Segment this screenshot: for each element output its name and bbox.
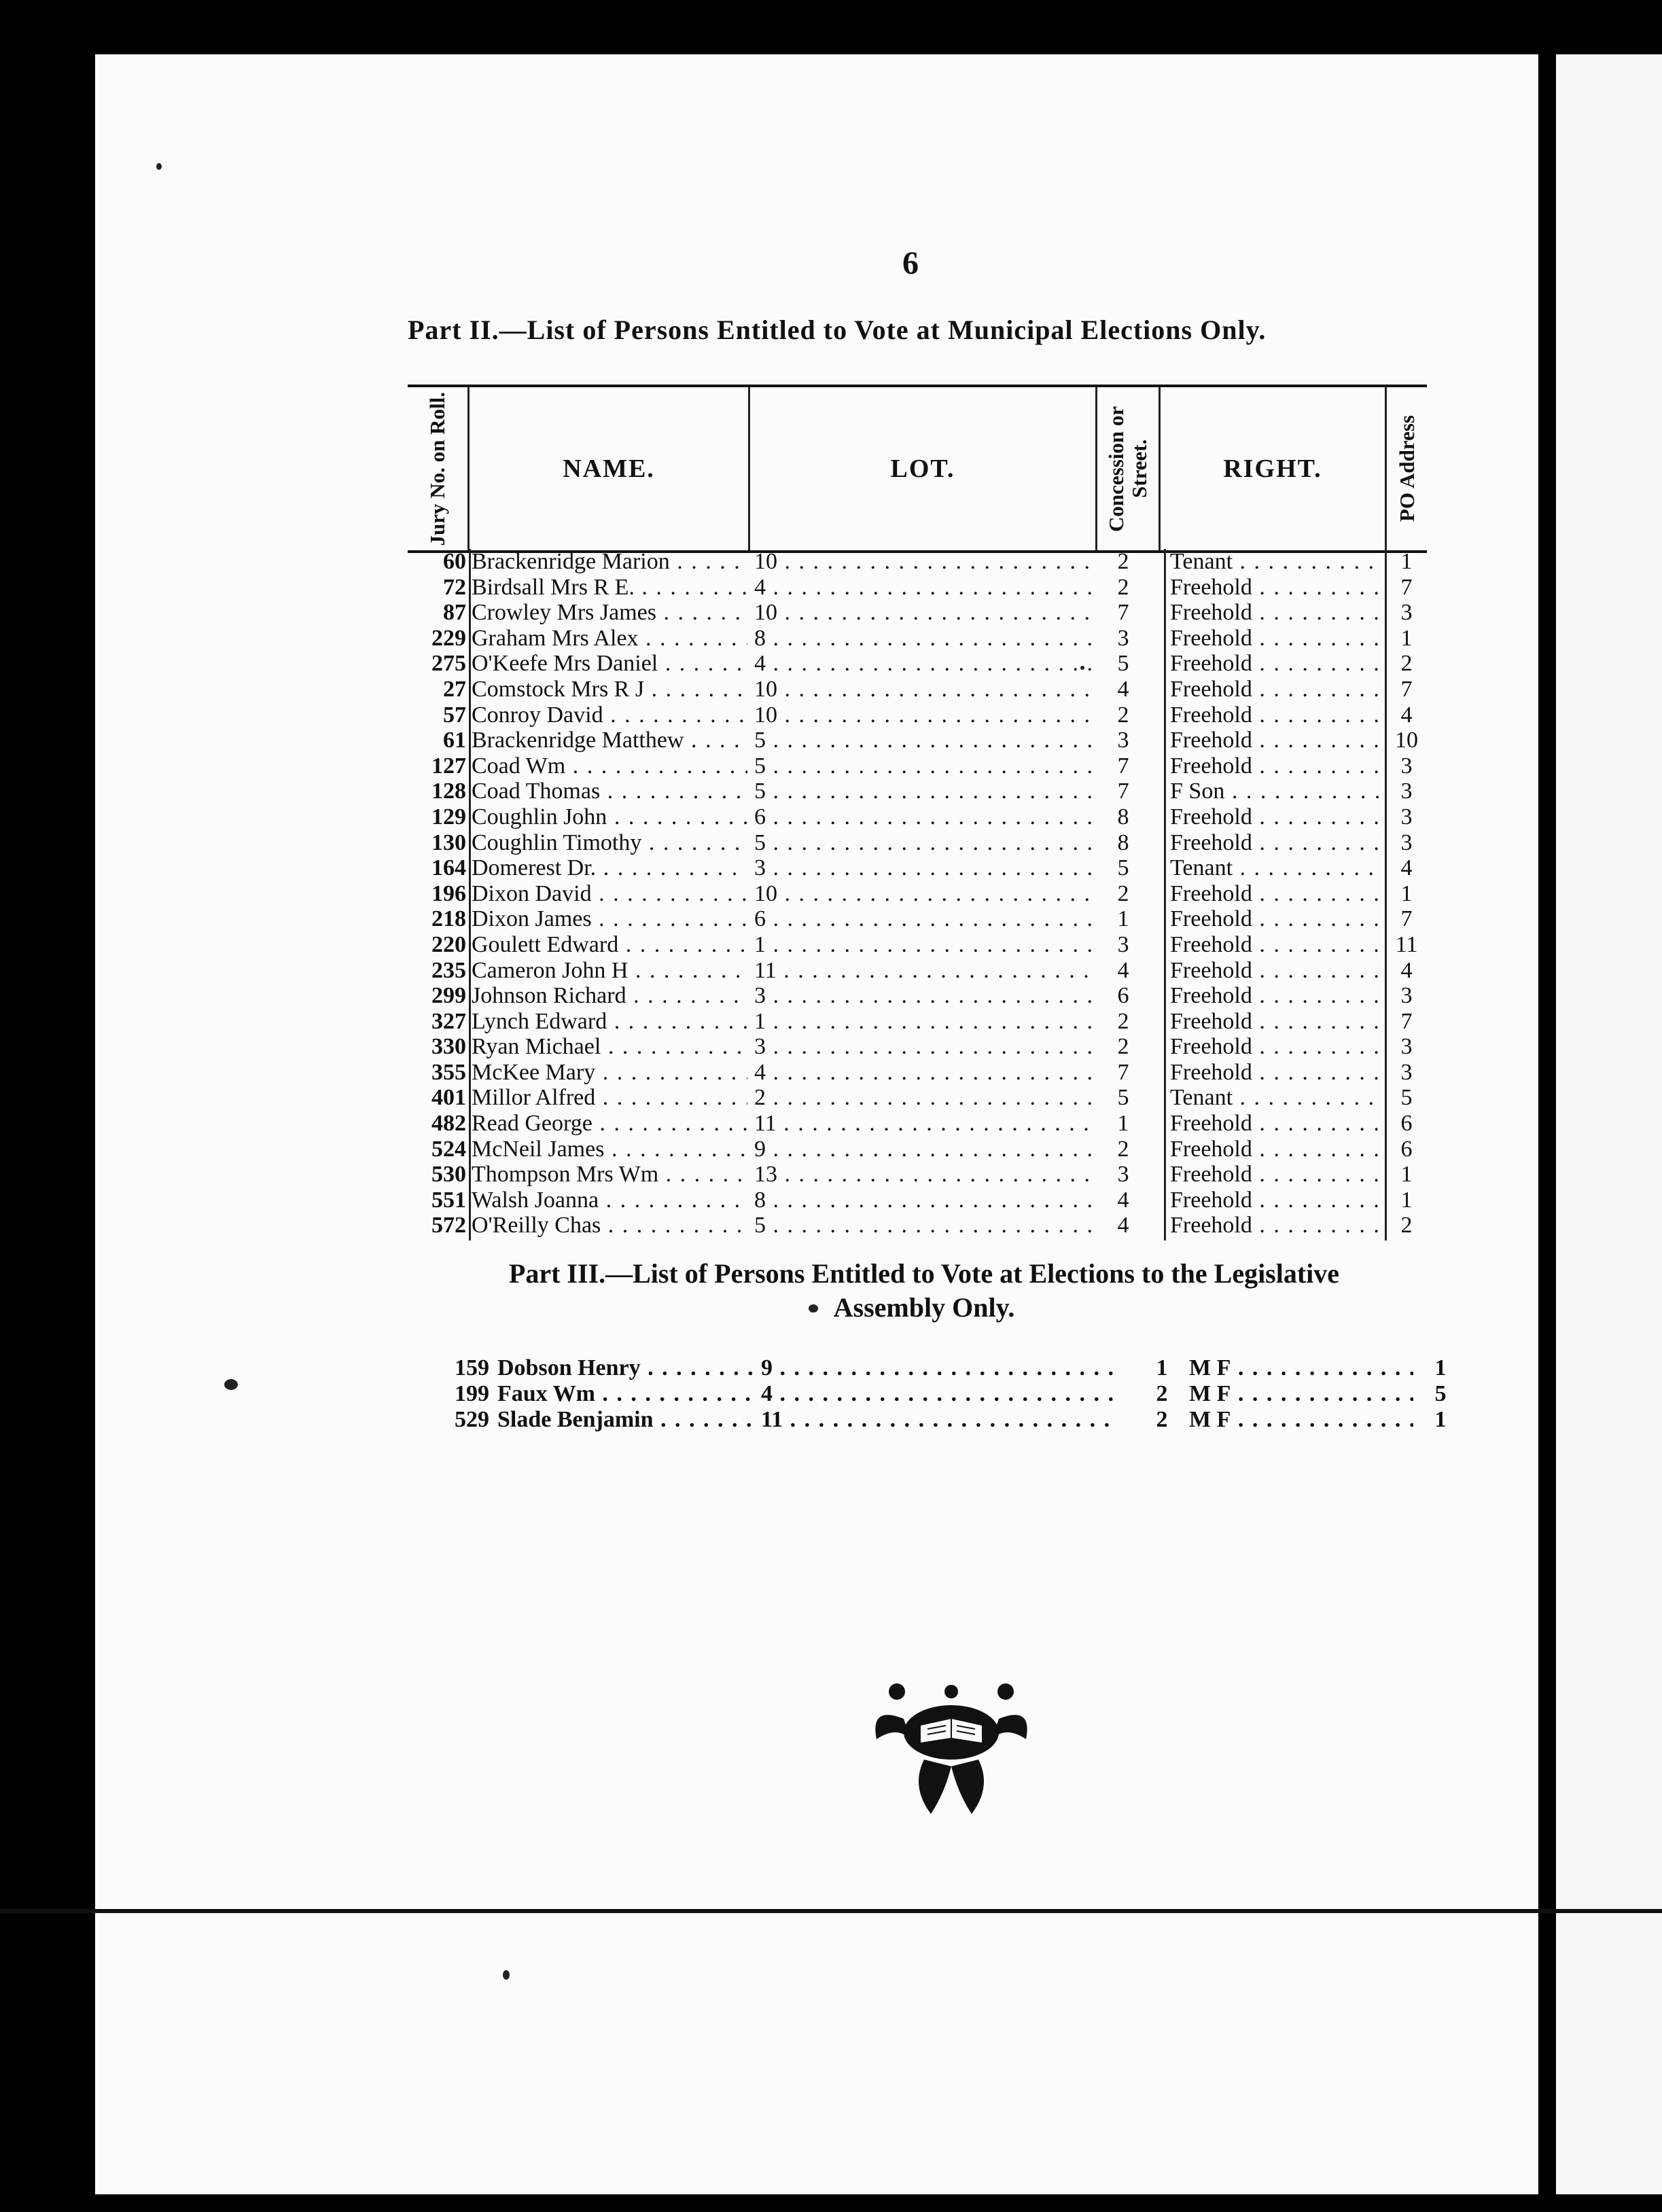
lot-cell: 2 . . .	[754, 1085, 1094, 1111]
lot-cell: 13 . . .	[754, 1162, 1094, 1188]
concession-cell: 2	[1156, 1407, 1168, 1432]
name-cell: Comstock Mrs R J . . .	[472, 677, 747, 702]
jury-number-cell: 61	[443, 728, 466, 753]
po-address-cell: 3	[1400, 830, 1413, 855]
name-cell: Dobson Henry . . .	[497, 1355, 756, 1381]
part-2-rows	[408, 549, 1427, 1238]
name-cell: Walsh Joanna . . .	[472, 1188, 747, 1213]
scanner-edge-line	[0, 1909, 1662, 1913]
part-2-title: Part II.—List of Persons Entitled to Vote at Municipal Elections Only.	[408, 315, 1267, 345]
po-address-cell: 11	[1395, 931, 1418, 957]
table-header	[408, 385, 1427, 553]
po-address-cell: 1	[1400, 1187, 1413, 1213]
document-page	[95, 54, 1542, 2194]
jury-number-cell: 196	[431, 880, 466, 906]
jury-number-cell: 129	[431, 804, 466, 830]
lot-cell: 6 . . .	[754, 804, 1094, 830]
jury-number-cell: 164	[431, 855, 466, 881]
concession-cell: 4	[1117, 957, 1129, 983]
printers-ornament-icon	[856, 1678, 1046, 1827]
table-row	[408, 983, 1427, 1009]
ink-speck	[503, 1970, 510, 1980]
table-row	[408, 906, 1427, 932]
name-cell: Birdsall Mrs R E. . . .	[472, 575, 747, 601]
concession-cell: 7	[1117, 600, 1129, 626]
right-cell: Freehold . . .	[1170, 728, 1381, 753]
ink-speck	[1080, 666, 1084, 670]
right-cell: Freehold . . .	[1170, 1060, 1381, 1086]
name-cell: Faux Wm . . .	[497, 1381, 756, 1407]
lot-cell: 9 . . .	[761, 1355, 1114, 1381]
table-row	[408, 600, 1427, 626]
table-row	[408, 855, 1427, 881]
concession-cell: 4	[1117, 676, 1129, 702]
name-cell: Graham Mrs Alex . . .	[472, 626, 747, 652]
lot-cell: 4 . . .	[761, 1381, 1114, 1407]
table-row	[408, 1009, 1427, 1035]
jury-number-cell: 72	[443, 574, 466, 600]
po-address-cell: 7	[1400, 574, 1413, 600]
concession-cell: 7	[1117, 1059, 1129, 1085]
jury-number-cell: 218	[431, 906, 466, 932]
lot-cell: 10 . . .	[754, 702, 1094, 728]
po-address-cell: 6	[1400, 1111, 1413, 1137]
name-cell: Dixon James . . .	[472, 906, 747, 932]
table-row	[408, 932, 1427, 958]
name-cell: Brackenridge Marion . . .	[472, 549, 747, 575]
table-row	[408, 1060, 1427, 1086]
table-row	[408, 830, 1427, 856]
jury-number-cell: 482	[431, 1111, 466, 1137]
adjacent-page-edge	[1556, 54, 1662, 2194]
jury-number-cell: 57	[443, 702, 466, 728]
concession-cell: 4	[1117, 1187, 1129, 1213]
jury-number-cell: 524	[431, 1136, 466, 1162]
right-cell: Freehold . . .	[1170, 1034, 1381, 1060]
right-cell: Freehold . . .	[1170, 753, 1381, 779]
right-cell: Freehold . . .	[1170, 1009, 1381, 1035]
lot-cell: 4 . . .	[754, 1060, 1094, 1086]
name-cell: Domerest Dr. . . .	[472, 855, 747, 881]
po-address-cell: 2	[1400, 651, 1413, 677]
concession-cell: 2	[1117, 574, 1129, 600]
name-cell: McNeil James . . .	[472, 1137, 747, 1162]
jury-number-cell: 551	[431, 1187, 466, 1213]
part-3-title	[387, 1257, 1461, 1325]
po-address-cell: 3	[1400, 779, 1413, 804]
lot-cell: 11 . . .	[761, 1407, 1114, 1433]
po-address-cell: 4	[1400, 957, 1413, 983]
name-cell: Slade Benjamin . . .	[497, 1407, 756, 1433]
po-address-cell: 10	[1395, 728, 1418, 753]
table-row	[408, 677, 1427, 702]
jury-number-cell: 229	[431, 625, 466, 651]
right-cell: Freehold . . .	[1170, 575, 1381, 601]
lot-cell: 8 . . .	[754, 626, 1094, 652]
name-cell: Brackenridge Matthew . . .	[472, 728, 747, 753]
lot-cell: 5 . . .	[754, 1213, 1094, 1238]
jury-number-cell: 401	[431, 1085, 466, 1111]
concession-cell: 2	[1117, 880, 1129, 906]
jury-number-cell: 327	[431, 1008, 466, 1034]
po-address-cell: 2	[1400, 1213, 1413, 1238]
lot-cell: 6 . . .	[754, 906, 1094, 932]
header-concession	[1097, 387, 1161, 550]
name-cell: O'Reilly Chas . . .	[472, 1213, 747, 1238]
table-row	[408, 626, 1427, 652]
jury-number-cell: 220	[431, 931, 466, 957]
name-cell: O'Keefe Mrs Daniel . . .	[472, 651, 747, 677]
name-cell: Coad Thomas . . .	[472, 779, 747, 804]
lot-cell: 4 . . .	[754, 575, 1094, 601]
header-jury-no	[408, 387, 470, 550]
header-right	[1161, 387, 1387, 550]
right-cell: Freehold . . .	[1170, 881, 1381, 907]
right-cell: M F . . .	[1189, 1407, 1413, 1433]
lot-cell: 11 . . .	[754, 1111, 1094, 1137]
jury-number-cell: 159	[455, 1355, 489, 1380]
po-address-cell: 7	[1400, 676, 1413, 702]
table-row	[408, 575, 1427, 601]
lot-cell: 5 . . .	[754, 779, 1094, 804]
header-right-label: RIGHT.	[1223, 454, 1322, 483]
table-row	[408, 651, 1427, 677]
header-po	[1387, 387, 1427, 550]
name-cell: Coad Wm . . .	[472, 753, 747, 779]
concession-cell: 1	[1117, 906, 1129, 932]
page-gutter	[1538, 54, 1556, 2194]
table-row	[408, 1188, 1427, 1213]
concession-cell: 2	[1156, 1381, 1168, 1406]
concession-cell: 8	[1117, 830, 1129, 855]
jury-number-cell: 529	[455, 1407, 489, 1432]
table-row	[408, 1137, 1427, 1162]
po-address-cell: 5	[1400, 1085, 1413, 1111]
jury-number-cell: 355	[431, 1059, 466, 1085]
lot-cell: 9 . . .	[754, 1137, 1094, 1162]
right-cell: Freehold . . .	[1170, 1162, 1381, 1188]
name-cell: Cameron John H . . .	[472, 958, 747, 984]
table-row	[408, 1034, 1427, 1060]
table-row	[408, 1085, 1427, 1111]
name-cell: Coughlin Timothy . . .	[472, 830, 747, 856]
lot-cell: 3 . . .	[754, 1034, 1094, 1060]
concession-cell: 1	[1156, 1355, 1168, 1380]
po-address-cell: 7	[1400, 906, 1413, 932]
table-row	[408, 779, 1427, 804]
right-cell: Freehold . . .	[1170, 932, 1381, 958]
table-row	[408, 753, 1427, 779]
name-cell: McKee Mary . . .	[472, 1060, 747, 1086]
po-address-cell: 3	[1400, 804, 1413, 830]
po-address-cell: 1	[1434, 1407, 1447, 1432]
right-cell: Freehold . . .	[1170, 626, 1381, 652]
right-cell: Freehold . . .	[1170, 983, 1381, 1009]
concession-cell: 2	[1117, 549, 1129, 574]
table-row	[435, 1381, 1454, 1407]
page-number: 6	[902, 245, 919, 281]
po-address-cell: 6	[1400, 1136, 1413, 1162]
po-address-cell: 3	[1400, 753, 1413, 779]
right-cell: M F . . .	[1189, 1381, 1413, 1407]
concession-cell: 2	[1117, 1008, 1129, 1034]
ink-speck	[156, 163, 162, 170]
jury-number-cell: 60	[443, 549, 466, 574]
part-3-title-line2: Assembly Only.	[833, 1292, 1015, 1323]
right-cell: Freehold . . .	[1170, 1111, 1381, 1137]
lot-cell: 5 . . .	[754, 753, 1094, 779]
header-po-label: PO Address	[1394, 415, 1419, 522]
header-jury-no-label: Jury No. on Roll.	[425, 391, 449, 546]
jury-number-cell: 87	[443, 600, 466, 626]
name-cell: Read George . . .	[472, 1111, 747, 1137]
po-address-cell: 3	[1400, 1034, 1413, 1060]
lot-cell: 4 . . .	[754, 651, 1094, 677]
name-cell: Conroy David . . .	[472, 702, 747, 728]
right-cell: Freehold . . .	[1170, 958, 1381, 984]
header-name-label: NAME.	[563, 454, 655, 483]
table-row	[408, 1111, 1427, 1137]
lot-cell: 8 . . .	[754, 1188, 1094, 1213]
ink-speck	[809, 1304, 818, 1313]
po-address-cell: 1	[1400, 880, 1413, 906]
right-cell: Tenant . . .	[1170, 1085, 1381, 1111]
jury-number-cell: 275	[431, 651, 466, 677]
table-row	[408, 1162, 1427, 1188]
name-cell: Johnson Richard . . .	[472, 983, 747, 1009]
concession-cell: 2	[1117, 1136, 1129, 1162]
lot-cell: 10 . . .	[754, 677, 1094, 702]
header-lot-label: LOT.	[890, 454, 955, 483]
concession-cell: 2	[1117, 702, 1129, 728]
concession-cell: 6	[1117, 983, 1129, 1009]
table-row	[435, 1355, 1454, 1381]
po-address-cell: 3	[1400, 1059, 1413, 1085]
lot-cell: 10 . . .	[754, 881, 1094, 907]
po-address-cell: 4	[1400, 702, 1413, 728]
po-address-cell: 1	[1434, 1355, 1447, 1380]
concession-cell: 5	[1117, 651, 1129, 677]
concession-cell: 1	[1117, 1111, 1129, 1137]
lot-cell: 3 . . .	[754, 855, 1094, 881]
name-cell: Dixon David . . .	[472, 881, 747, 907]
po-address-cell: 7	[1400, 1008, 1413, 1034]
right-cell: Freehold . . .	[1170, 804, 1381, 830]
right-cell: F Son . . .	[1170, 779, 1381, 804]
concession-cell: 5	[1117, 1085, 1129, 1111]
jury-number-cell: 130	[431, 830, 466, 855]
right-cell: M F . . .	[1189, 1355, 1413, 1381]
concession-cell: 2	[1117, 1034, 1129, 1060]
name-cell: Lynch Edward . . .	[472, 1009, 747, 1035]
concession-cell: 8	[1117, 804, 1129, 830]
table-row	[408, 1213, 1427, 1238]
po-address-cell: 1	[1400, 625, 1413, 651]
right-cell: Freehold . . .	[1170, 830, 1381, 856]
header-name	[470, 387, 750, 550]
lot-cell: 1 . . .	[754, 1009, 1094, 1035]
table-row	[435, 1407, 1454, 1433]
name-cell: Thompson Mrs Wm . . .	[472, 1162, 747, 1188]
right-cell: Freehold . . .	[1170, 677, 1381, 702]
table-row	[408, 549, 1427, 575]
name-cell: Millor Alfred . . .	[472, 1085, 747, 1111]
concession-cell: 3	[1117, 1162, 1129, 1188]
header-lot	[750, 387, 1097, 550]
name-cell: Coughlin John . . .	[472, 804, 747, 830]
jury-number-cell: 530	[431, 1162, 466, 1188]
po-address-cell: 4	[1400, 855, 1413, 881]
name-cell: Ryan Michael . . .	[472, 1034, 747, 1060]
lot-cell: 5 . . .	[754, 830, 1094, 856]
table-row	[408, 728, 1427, 753]
name-cell: Crowley Mrs James . . .	[472, 600, 747, 626]
table-row	[408, 881, 1427, 907]
jury-number-cell: 235	[431, 957, 466, 983]
lot-cell: 3 . . .	[754, 983, 1094, 1009]
right-cell: Freehold . . .	[1170, 1137, 1381, 1162]
concession-cell: 5	[1117, 855, 1129, 881]
po-address-cell: 1	[1400, 549, 1413, 574]
right-cell: Freehold . . .	[1170, 702, 1381, 728]
right-cell: Freehold . . .	[1170, 906, 1381, 932]
part-3-title-line1: Part III.—List of Persons Entitled to Vote at Elections to the Legislative	[508, 1258, 1340, 1289]
po-address-cell: 3	[1400, 600, 1413, 626]
right-cell: Freehold . . .	[1170, 1188, 1381, 1213]
po-address-cell: 5	[1434, 1381, 1447, 1406]
name-cell: Goulett Edward . . .	[472, 932, 747, 958]
right-cell: Tenant . . .	[1170, 855, 1381, 881]
po-address-cell: 3	[1400, 983, 1413, 1009]
jury-number-cell: 199	[455, 1381, 489, 1406]
concession-cell: 3	[1117, 625, 1129, 651]
header-concession-label: Concession or Street.	[1104, 406, 1151, 532]
table-row	[408, 804, 1427, 830]
lot-cell: 5 . . .	[754, 728, 1094, 753]
jury-number-cell: 27	[443, 676, 466, 702]
right-cell: Freehold . . .	[1170, 1213, 1381, 1238]
concession-cell: 7	[1117, 779, 1129, 804]
concession-cell: 7	[1117, 753, 1129, 779]
right-cell: Tenant . . .	[1170, 549, 1381, 575]
part-3-rows	[435, 1355, 1454, 1433]
table-row	[408, 958, 1427, 984]
jury-number-cell: 572	[431, 1213, 466, 1238]
jury-number-cell: 127	[431, 753, 466, 779]
lot-cell: 10 . . .	[754, 600, 1094, 626]
lot-cell: 11 . . .	[754, 958, 1094, 984]
jury-number-cell: 128	[431, 779, 466, 804]
jury-number-cell: 330	[431, 1034, 466, 1060]
concession-cell: 3	[1117, 728, 1129, 753]
lot-cell: 1 . . .	[754, 932, 1094, 958]
ink-speck	[224, 1379, 238, 1390]
right-cell: Freehold . . .	[1170, 651, 1381, 677]
po-address-cell: 1	[1400, 1162, 1413, 1188]
concession-cell: 4	[1117, 1213, 1129, 1238]
concession-cell: 3	[1117, 931, 1129, 957]
lot-cell: 10 . . .	[754, 549, 1094, 575]
table-row	[408, 702, 1427, 728]
jury-number-cell: 299	[431, 983, 466, 1009]
right-cell: Freehold . . .	[1170, 600, 1381, 626]
